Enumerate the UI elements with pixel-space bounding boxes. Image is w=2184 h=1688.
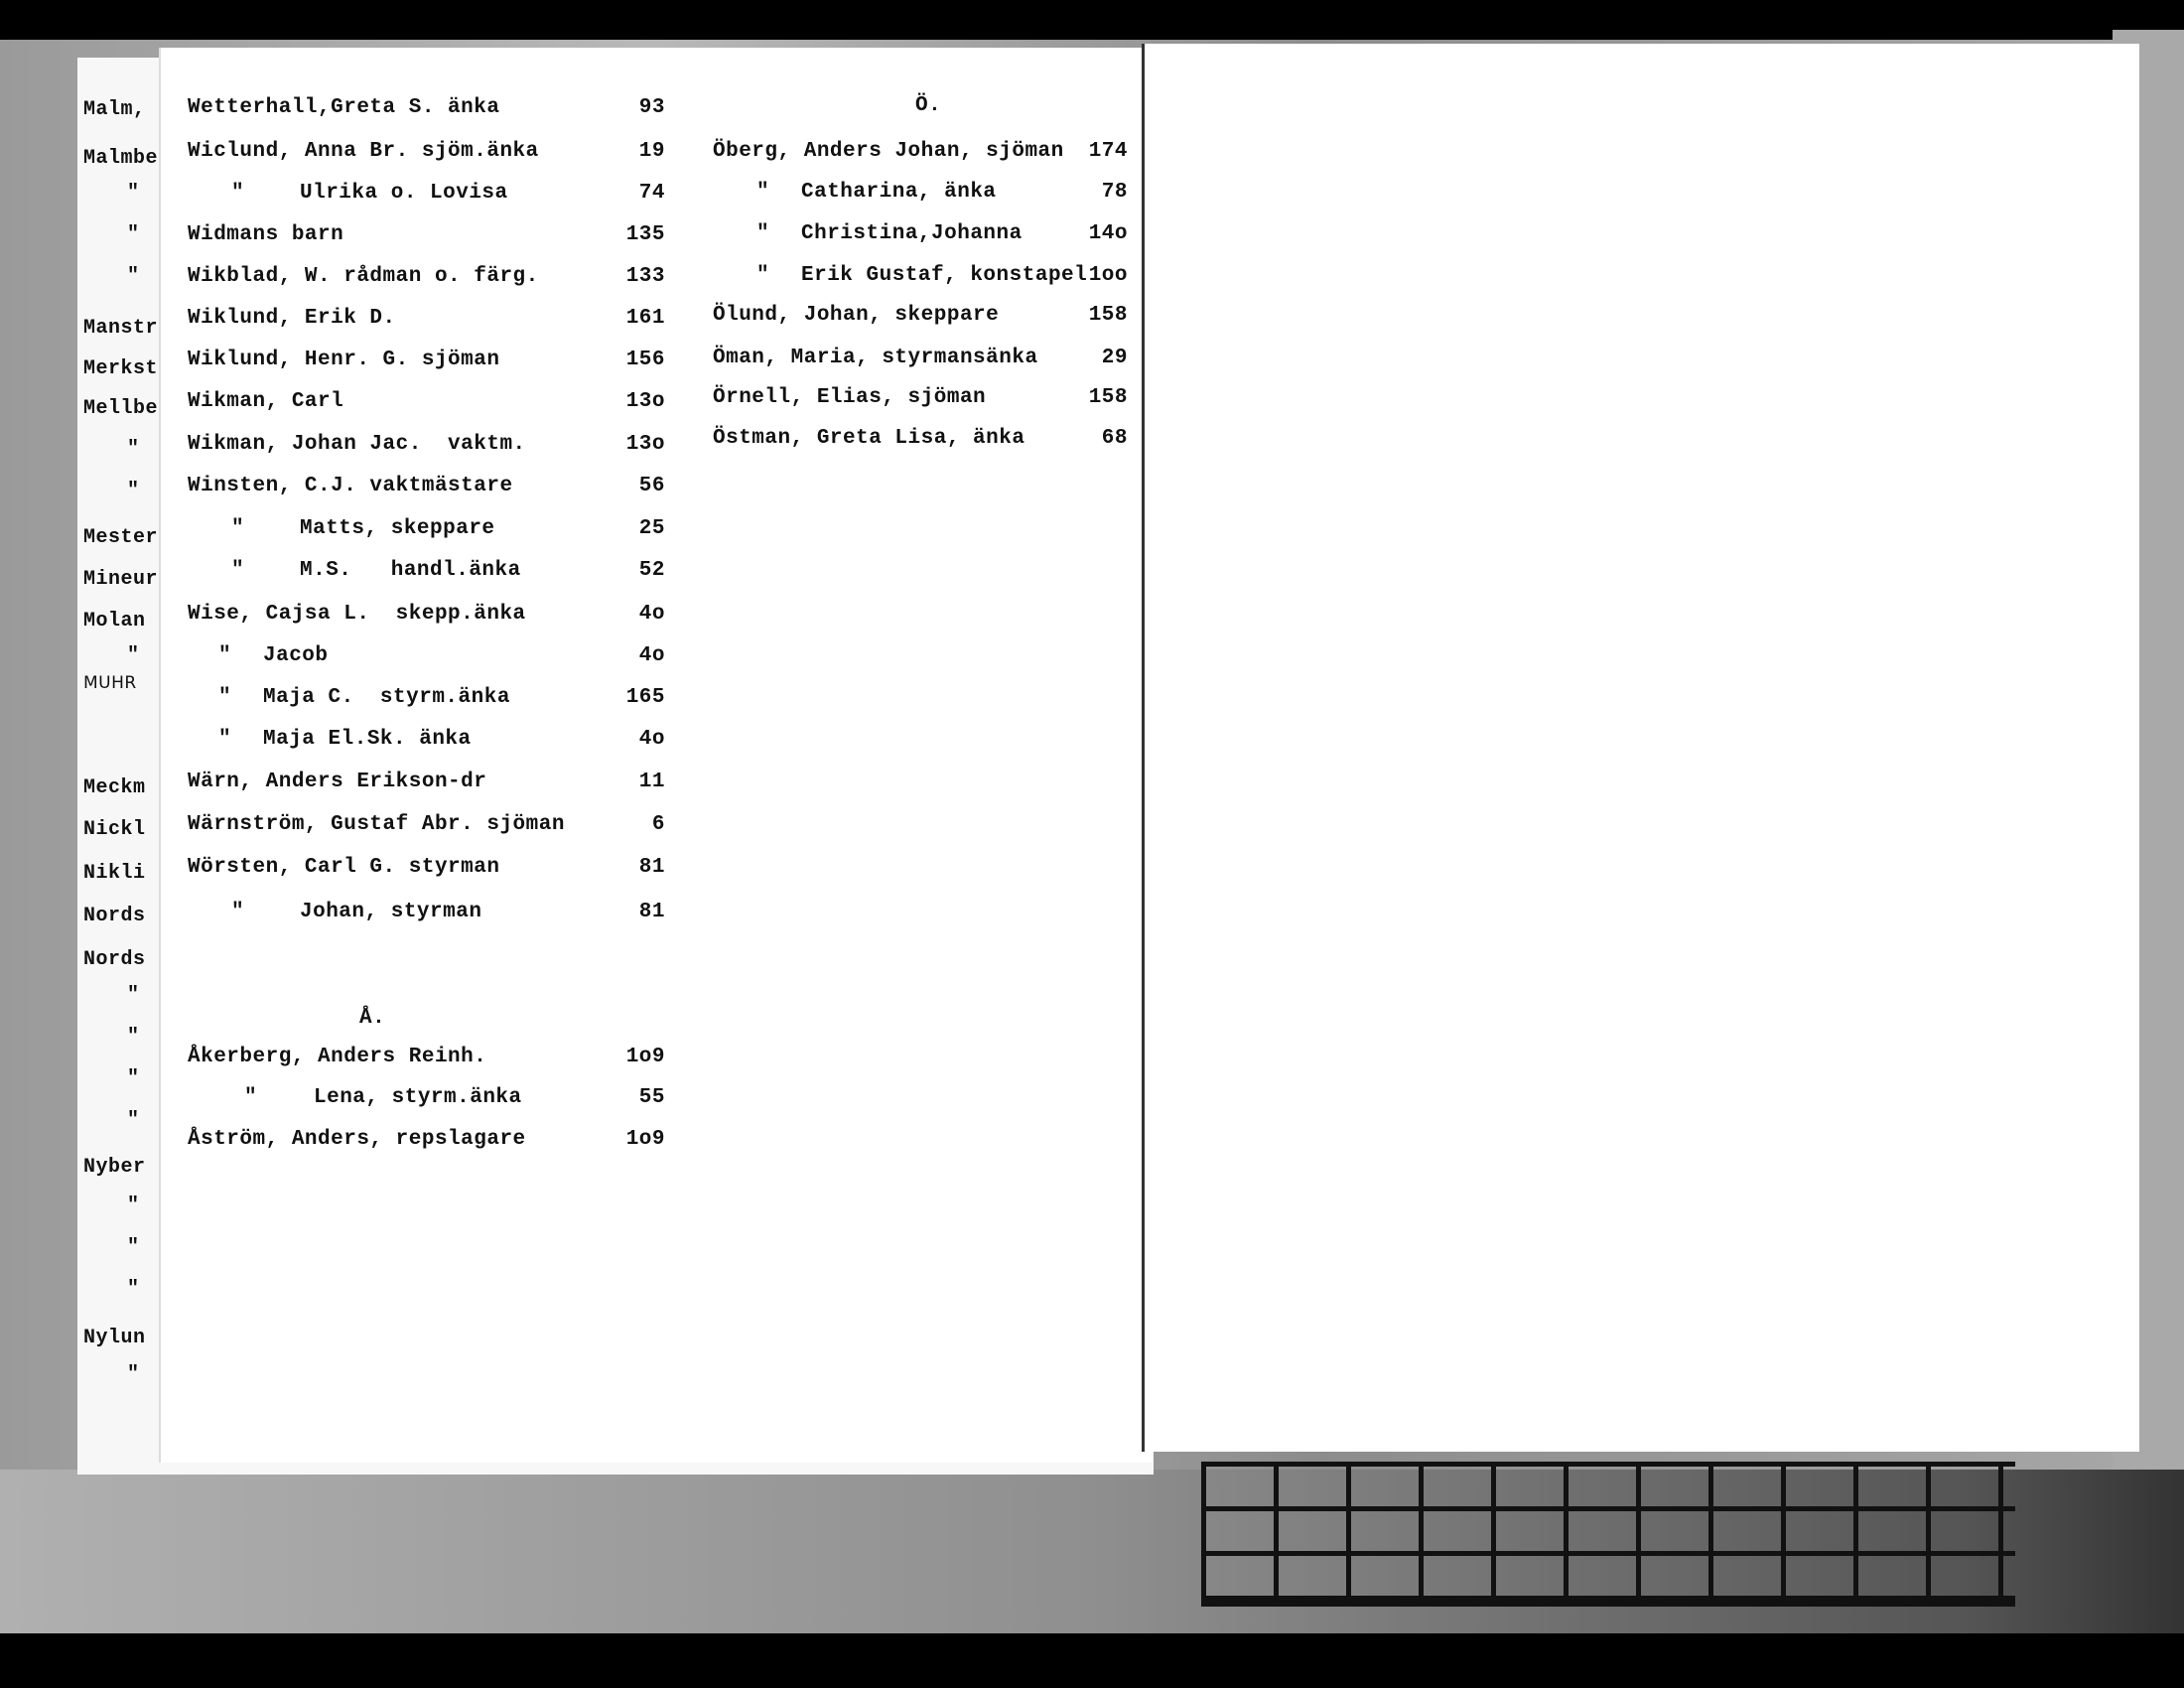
page-number: 19 [638,140,665,163]
margin-label: Nords [83,948,146,971]
entry-name: Wikblad, W. rådman o. färg. [188,265,539,288]
entry-name: Ulrika o. Lovisa [300,182,508,205]
right-page [1142,44,2139,1452]
entry-name: Wikman, Johan Jac. vaktm. [188,433,526,456]
page-number: 81 [638,901,665,923]
entry-name: Jacob [263,644,329,667]
margin-label: Nyber [83,1156,146,1179]
margin-label: Mellbe [83,397,159,420]
margin-ditto-mark: " [127,223,140,246]
page-number: 1oo [1088,264,1128,287]
margin-label: Meckm [83,776,146,799]
margin-ditto-mark: " [127,1109,140,1132]
entry-name: Wikman, Carl [188,390,344,413]
margin-label: Nickl [83,818,146,841]
page-number: 14o [1088,222,1128,245]
left-page [159,48,1152,1463]
entry-name: Wärnström, Gustaf Abr. sjöman [188,813,565,836]
entry-name: Wörsten, Carl G. styrman [188,856,500,879]
margin-label: Malm, [83,98,146,121]
margin-ditto-mark: " [127,1195,140,1217]
ditto-mark: " [218,644,232,667]
page-number: 55 [638,1086,665,1109]
margin-label: MUHR [83,673,137,693]
page-number: 13o [625,390,665,413]
page-number: 1o9 [625,1128,665,1151]
page-number: 6 [651,813,665,836]
entry-name: Örnell, Elias, sjöman [713,386,987,409]
page-number: 29 [1101,347,1128,369]
margin-label: Nikli [83,862,146,885]
margin-ditto-mark: " [127,1236,140,1259]
entry-name: Wetterhall,Greta S. änka [188,96,500,119]
entry-name: Matts, skeppare [300,517,495,540]
margin-label: Manstr [83,317,159,340]
ditto-mark: " [231,182,245,205]
entry-name: Östman, Greta Lisa, änka [713,427,1025,450]
page-number: 133 [625,265,665,288]
entry-name: Wiklund, Henr. G. sjöman [188,349,500,371]
entry-name: Maja El.Sk. änka [263,728,472,751]
margin-label: Molan [83,610,146,633]
page-number: 4o [638,728,665,751]
page-number: 78 [1101,181,1128,204]
entry-name: Lena, styrm.änka [314,1086,522,1109]
page-number: 165 [625,686,665,709]
page-number: 25 [638,517,665,540]
ditto-mark: " [218,686,232,709]
margin-label: Merkst [83,357,159,380]
margin-ditto-mark: " [127,644,140,667]
margin-label: Mineur [83,568,159,591]
ditto-mark: " [231,559,245,582]
margin-label: Nords [83,905,146,927]
page-number: 4o [638,603,665,626]
margin-ditto-mark: " [127,1067,140,1090]
page-number: 56 [638,475,665,497]
page-number: 156 [625,349,665,371]
margin-label: Nylun [83,1327,146,1349]
entry-name: Wise, Cajsa L. skepp.änka [188,603,526,626]
entry-name: Wiclund, Anna Br. sjöm.änka [188,140,539,163]
margin-ditto-mark: " [127,1278,140,1301]
entry-name: Ölund, Johan, skeppare [713,304,1000,327]
entry-name: M.S. handl.änka [300,559,521,582]
margin-ditto-mark: " [127,438,140,461]
entry-name: Öberg, Anders Johan, sjöman [713,140,1064,163]
entry-name: Wärn, Anders Erikson-dr [188,771,487,793]
page-number: 81 [638,856,665,879]
margin-ditto-mark: " [127,984,140,1007]
page-number: 68 [1101,427,1128,450]
entry-name: Catharina, änka [801,181,997,204]
page-number: 161 [625,307,665,330]
entry-name: Maja C. styrm.änka [263,686,510,709]
entry-name: Åström, Anders, repslagare [188,1128,526,1151]
page-number: 135 [625,223,665,246]
ledger-grid [1201,1462,2015,1607]
page-number: 158 [1088,304,1128,327]
margin-ditto-mark: " [127,480,140,502]
entry-name: Erik Gustaf, konstapel [801,264,1088,287]
entry-name: Johan, styrman [300,901,482,923]
margin-ditto-mark: " [127,1026,140,1049]
entry-name: Åkerberg, Anders Reinh. [188,1046,487,1068]
margin-label: Malmbe [83,147,159,170]
entry-name: Wiklund, Erik D. [188,307,396,330]
ditto-mark: " [244,1086,258,1109]
entry-name: Winsten, C.J. vaktmästare [188,475,513,497]
section-header-a: Å. [359,1007,386,1030]
entry-name: Öman, Maria, styrmansänka [713,347,1038,369]
page-number: 174 [1088,140,1128,163]
entry-name: Christina,Johanna [801,222,1023,245]
section-header-o: Ö. [915,94,942,117]
margin-ditto-mark: " [127,182,140,205]
page-number: 1o9 [625,1046,665,1068]
ditto-mark: " [756,222,770,245]
page-number: 13o [625,433,665,456]
page-number: 74 [638,182,665,205]
entry-name: Widmans barn [188,223,344,246]
margin-ditto-mark: " [127,1363,140,1386]
page-number: 4o [638,644,665,667]
ditto-mark: " [231,517,245,540]
page-number: 93 [638,96,665,119]
ditto-mark: " [756,181,770,204]
page-number: 158 [1088,386,1128,409]
margin-label: Mester [83,526,159,549]
page-number: 52 [638,559,665,582]
ditto-mark: " [218,728,232,751]
ditto-mark: " [231,901,245,923]
margin-ditto-mark: " [127,265,140,288]
ditto-mark: " [756,264,770,287]
page-number: 11 [638,771,665,793]
